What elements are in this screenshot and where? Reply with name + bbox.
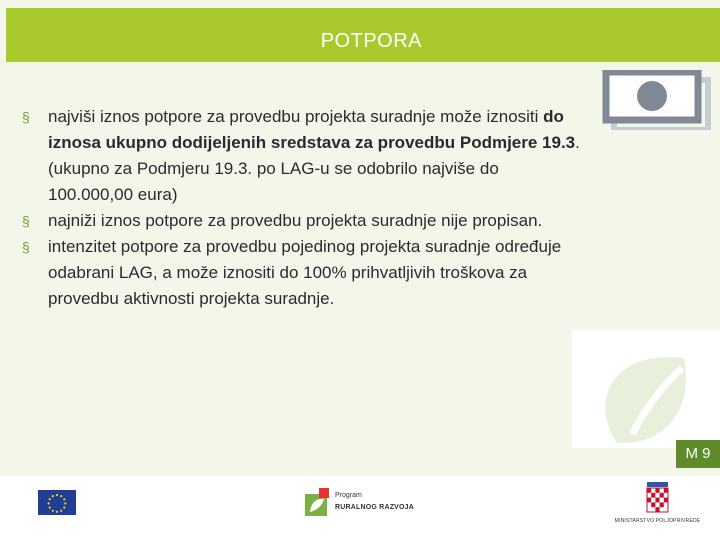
page-number-badge (676, 440, 720, 468)
bullet-marker: § (22, 213, 30, 229)
money-icon (602, 70, 712, 135)
bullet-1-text: najviši iznos potpore za provedbu projekta suradnje može iznositi (48, 107, 544, 126)
page-prefix: M (685, 445, 698, 462)
bullet-1-text-end: . (ukupno za Podmjeru 19.3. po LAG-u se odobrilo najviše do 100.000,00 eura) (48, 133, 580, 204)
rural-development-label: RURALNOG RAZVOJA (335, 504, 415, 511)
program-label: Program (335, 492, 362, 499)
rural-development-logo (305, 488, 415, 518)
bullet-item-1 (20, 104, 580, 208)
page-number: 9 (702, 445, 711, 462)
bullet-1-bold-text: do iznosa ukupno dodijeljenih sredstava za provedbu Podmjere 19.3 (48, 107, 576, 152)
bullet-3-text: intenzitet potpore za provedbu pojedinog projekta suradnje određuje odabrani LAG, a može iznositi do 100% prihvatljivih troškova za provedbu aktivnosti projekta suradnje. (48, 237, 562, 308)
ministry-label: MINISTARSTVO POLJOPRIVREDE (614, 518, 701, 524)
bullet-marker: § (22, 239, 30, 255)
bullet-marker: § (22, 109, 30, 125)
page-title: POTPORA (320, 30, 422, 52)
header-bar (6, 8, 720, 62)
croatian-coat-of-arms-icon (610, 480, 705, 516)
ministry-logo (610, 480, 705, 530)
bullet-list (20, 104, 580, 312)
bullet-2-text: najniži iznos potpore za provedbu projekta suradnje nije propisan. (48, 211, 543, 230)
bullet-item-2 (20, 208, 580, 234)
rural-development-logo-icon (305, 488, 331, 516)
bullet-item-3 (20, 234, 580, 312)
eu-flag-icon (38, 490, 76, 515)
leaf-icon (572, 330, 720, 448)
